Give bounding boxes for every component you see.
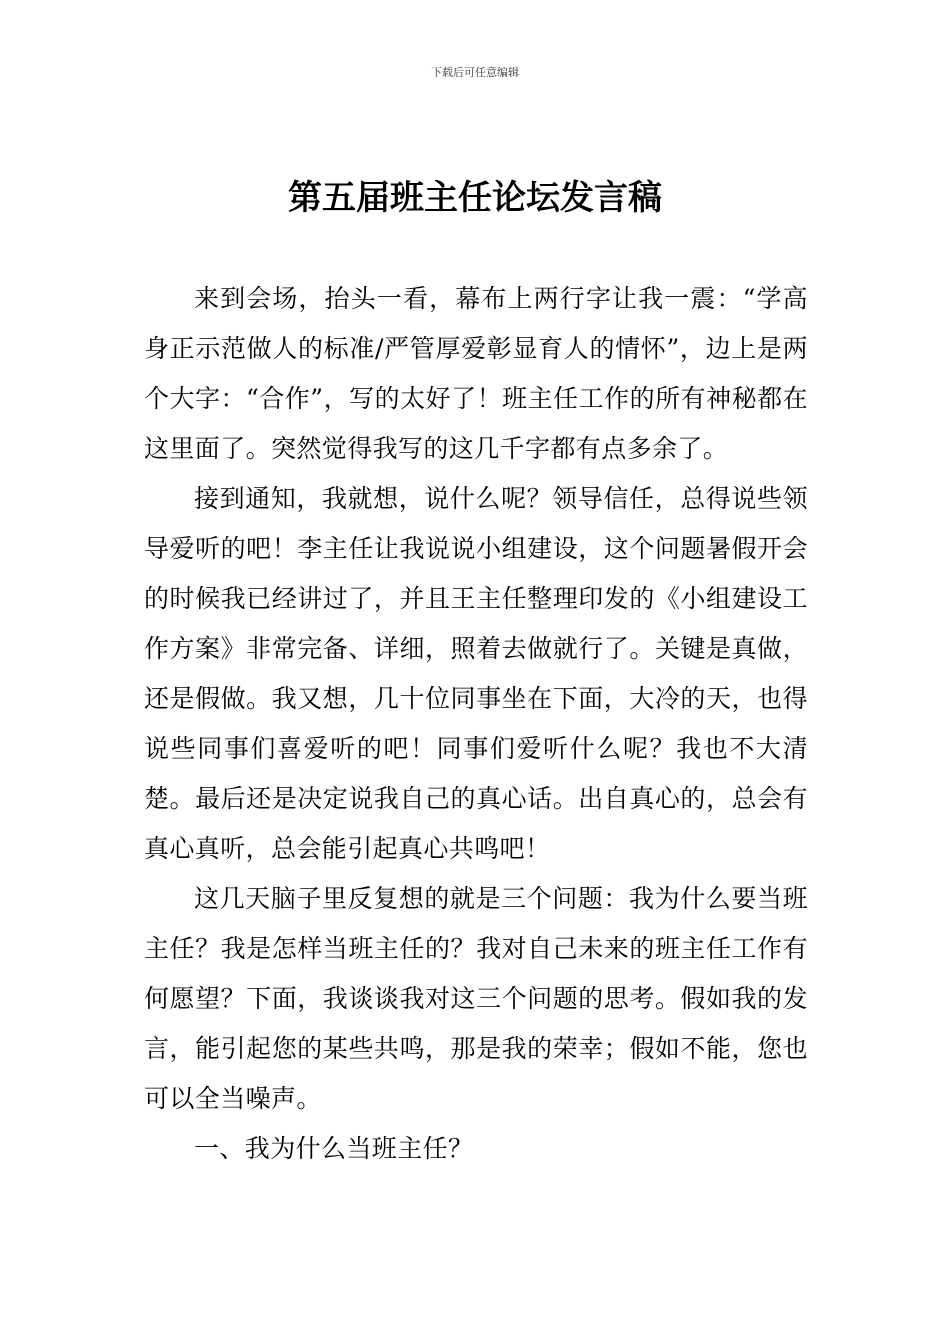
- document-body: [144, 274, 808, 1174]
- paragraph-3: 这几天脑子里反复想的就是三个问题：我为什么要当班主任？我是怎样当班主任的？我对自己未来的班主任工作有何愿望？下面，我谈谈我对这三个问题的思考。假如我的发言，能引起您的某些共鸣，那是我的荣幸；假如不能，您也可以全当噪声。: [144, 884, 808, 1113]
- document-title: 第五届班主任论坛发言稿: [288, 178, 662, 218]
- paragraph-1: 来到会场，抬头一看，幕布上两行字让我一震：“学高身正示范做人的标准/严管厚爱彰显育人的情怀”，边上是两个大字：“合作”，写的太好了！班主任工作的所有神秘都在这里面了。突然觉得我写的这几千字都有点多余了。: [144, 284, 808, 463]
- header-note: 下载后可任意编辑: [431, 66, 519, 79]
- paragraph-2: 接到通知，我就想，说什么呢？领导信任，总得说些领导爱听的吧！李主任让我说说小组建设，这个问题暑假开会的时候我已经讲过了，并且王主任整理印发的《小组建设工作方案》非常完备、详细，照着去做就行了。关键是真做，还是假做。我又想，几十位同事坐在下面，大冷的天，也得说些同事们喜爱听的吧！同事们爱听什么呢？我也不大清楚。最后还是决定说我自己的真心话。出自真心的，总会有真心真听，总会能引起真心共鸣吧！: [144, 484, 808, 863]
- section-heading: 一、我为什么当班主任？: [194, 1134, 474, 1163]
